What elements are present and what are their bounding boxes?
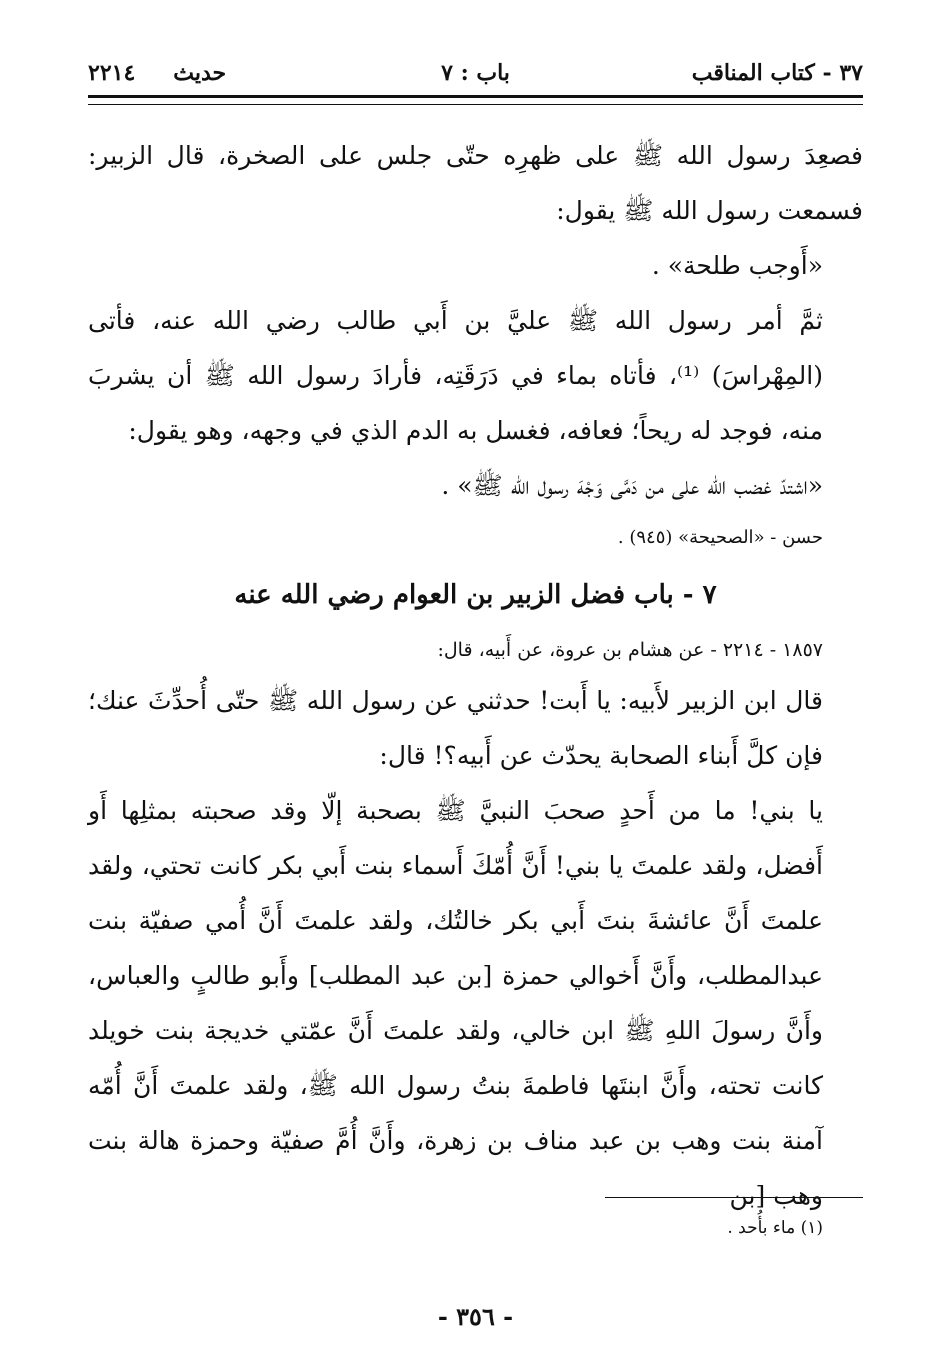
header-hadith [88,60,226,86]
paragraph: ثمَّ أمر رسول الله ﷺ عليَّ بن أَبي طالب رضي الله عنه، فأتى (المِهْراسَ) ⁽¹⁾، فأتاه بماء في دَرَقَتِه، فأرادَ رسول الله ﷺ أن يشربَ منه، فوجد له ريحاً؛ فعافه، فغسل به الدم الذي في وجهه، وهو يقول: [88,306,823,445]
hadith-grade: حسن - «الصحيحة» (٩٤٥) . [617,527,823,548]
chapter-title: ٧ - باب فضل الزبير بن العوام رضي الله عنه [234,580,717,610]
page-number: - ٣٥٦ - [437,1302,514,1331]
hadith-chain: ١٨٥٧ - ٢٢١٤ - عن هشام بن عروة، عن أَبيه، قال: [437,639,823,661]
footnote: (١) ماء بأُحد . [727,1218,823,1238]
quote: «أَوجب طلحة» . [651,251,823,280]
header-chapter: باب : ٧ [441,60,510,86]
header-rule [88,95,863,105]
footnote-rule [605,1197,863,1198]
main-text [88,128,863,1223]
book-page [88,0,863,1371]
header-hadith-number: ٢٢١٤ [88,60,136,86]
running-header [88,60,863,94]
header-book-title: ٣٧ - كتاب المناقب [691,60,863,86]
paragraph: فصعِدَ رسول الله ﷺ على ظهرِه حتّى جلس على الصخرة، قال الزبير: فسمعت رسول الله ﷺ يقول: [88,141,863,225]
paragraph: يا بني! ما من أَحدٍ صحبَ النبيَّ ﷺ بصحبة إلّا وقد صحبته بمثلِها أَو أَفضل، ولقد علمتَ يا بني! أَنَّ أُمّكَ أَسماء بنت أَبي بكر كانت تحتي، ولقد علمتَ أَنَّ عائشةَ بنتَ أَبي بكر خالتُك، ولقد علمتَ أَنَّ أُمي صفيّة بنت عبدالمطلب، وأَنَّ أَخوالي حمزة [بن عبد المطلب] وأَبو طالبٍ والعباس، وأَنَّ رسولَ اللهِ ﷺ ابن خالي، ولقد علمتَ أَنَّ عمّتي خديجة بنت خويلد كانت تحته، وأَنَّ ابنتَها فاطمةَ بنتُ رسول الله ﷺ، ولقد علمتَ أَنَّ أُمّه آمنة بنت وهب بن عبد مناف بن زهرة، وأَنَّ أُمَّ صفيّة وحمزة هالة بنت وهب [بن [88,796,823,1210]
quote: «اشتدّ غضب الله على من دَمَّى وَجْهَ رسول الله ﷺ» . [441,471,823,500]
paragraph: قال ابن الزبير لأَبيه: يا أَبت! حدثني عن رسول الله ﷺ حتّى أُحدِّثَ عنك؛ فإن كلَّ أَبناء الصحابة يحدّث عن أَبيه؟! قال: [88,686,823,770]
header-hadith-label: حديث [173,60,227,86]
